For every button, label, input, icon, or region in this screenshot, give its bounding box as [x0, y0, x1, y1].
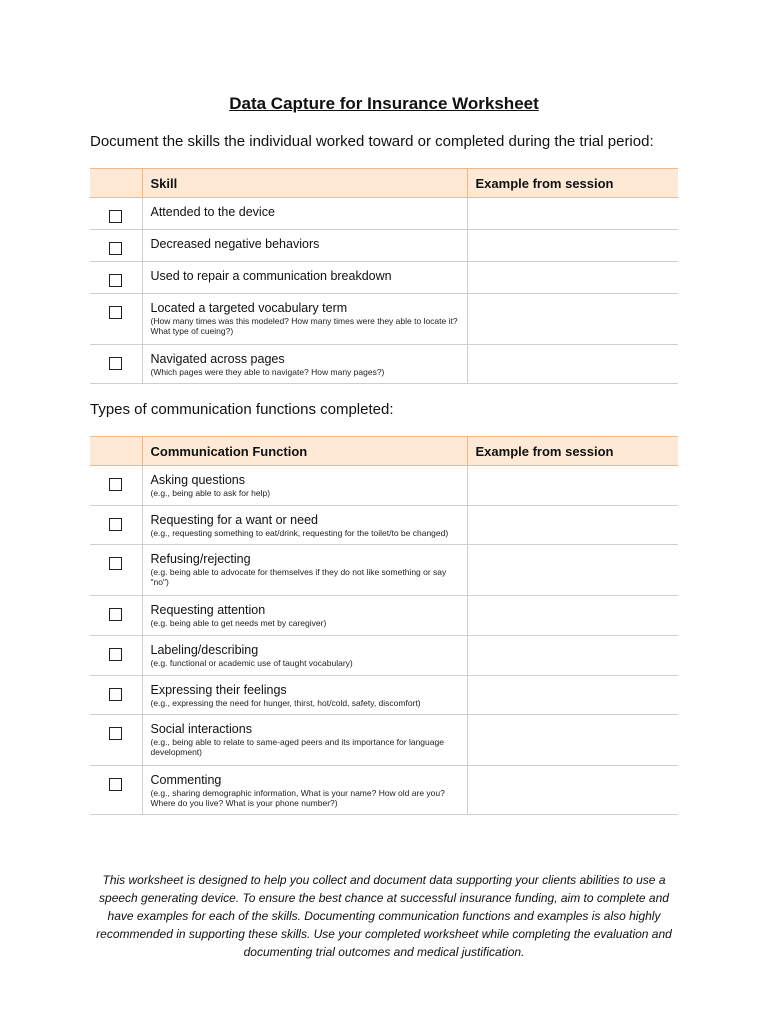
- row-label-cell: [142, 596, 467, 636]
- functions-table-body: [90, 466, 678, 815]
- table-row: [90, 545, 678, 596]
- skills-table: [90, 168, 678, 384]
- table-row: [90, 676, 678, 715]
- row-label: Asking questions: [150, 473, 246, 487]
- row-label: Social interactions: [150, 722, 252, 736]
- checkbox[interactable]: [109, 778, 122, 791]
- checkbox[interactable]: [109, 242, 122, 255]
- checkbox[interactable]: [109, 557, 122, 570]
- skills-table-header: [90, 169, 678, 198]
- checkbox-cell: [90, 262, 142, 294]
- checkbox[interactable]: [109, 357, 122, 370]
- table-row: [90, 198, 678, 230]
- skills-intro: Document the skills the individual worked toward or completed during the trial period:: [90, 133, 654, 150]
- row-label: Commenting: [150, 773, 222, 787]
- example-input-cell[interactable]: [467, 262, 678, 294]
- example-column-header: Example from session: [467, 169, 678, 198]
- row-hint: (e.g., requesting something to eat/drink, requesting for the toilet/to be changed): [150, 528, 449, 538]
- checkbox-cell: [90, 676, 142, 715]
- example-input-cell[interactable]: [467, 466, 678, 506]
- row-label: Expressing their feelings: [150, 683, 287, 697]
- checkbox[interactable]: [109, 688, 122, 701]
- row-label: Refusing/rejecting: [150, 552, 251, 566]
- row-hint: (e.g. functional or academic use of taught vocabulary): [150, 658, 353, 668]
- example-input-cell[interactable]: [467, 294, 678, 345]
- table-row: [90, 596, 678, 636]
- functions-table: [90, 436, 678, 815]
- checkbox[interactable]: [109, 210, 122, 223]
- example-input-cell[interactable]: [467, 345, 678, 384]
- row-label-cell: [142, 345, 467, 384]
- table-row: [90, 715, 678, 766]
- row-label-cell: [142, 636, 467, 676]
- example-input-cell[interactable]: [467, 596, 678, 636]
- row-label: Located a targeted vocabulary term: [150, 301, 348, 315]
- example-input-cell[interactable]: [467, 715, 678, 766]
- table-row: [90, 294, 678, 345]
- example-input-cell[interactable]: [467, 676, 678, 715]
- skill-column-header: Skill: [142, 169, 467, 198]
- checkbox-cell: [90, 345, 142, 384]
- checkbox[interactable]: [109, 518, 122, 531]
- row-label: Labeling/describing: [150, 643, 259, 657]
- checkbox-cell: [90, 636, 142, 676]
- checkbox-cell: [90, 198, 142, 230]
- example-input-cell[interactable]: [467, 545, 678, 596]
- row-hint: (e.g., being able to ask for help): [150, 488, 271, 498]
- row-label-cell: [142, 466, 467, 506]
- checkbox[interactable]: [109, 306, 122, 319]
- row-label-cell: [142, 262, 467, 294]
- functions-intro: Types of communication functions completed:: [90, 401, 394, 418]
- worksheet-title: Data Capture for Insurance Worksheet: [229, 94, 539, 113]
- table-row: [90, 466, 678, 506]
- function-column-header: Communication Function: [142, 437, 467, 466]
- checkbox-cell: [90, 596, 142, 636]
- functions-table-header: [90, 437, 678, 466]
- checkbox-cell: [90, 766, 142, 815]
- example-input-cell[interactable]: [467, 766, 678, 815]
- row-label-cell: [142, 766, 467, 815]
- table-row: [90, 230, 678, 262]
- example-input-cell[interactable]: [467, 230, 678, 262]
- checkbox-cell: [90, 230, 142, 262]
- checkbox[interactable]: [109, 727, 122, 740]
- example-input-cell[interactable]: [467, 198, 678, 230]
- row-label-cell: [142, 676, 467, 715]
- table-row: [90, 766, 678, 815]
- row-label-cell: [142, 506, 467, 545]
- row-label-cell: [142, 545, 467, 596]
- checkbox[interactable]: [109, 608, 122, 621]
- example-input-cell[interactable]: [467, 636, 678, 676]
- checkbox[interactable]: [109, 478, 122, 491]
- row-label: Decreased negative behaviors: [150, 237, 320, 251]
- checkbox-cell: [90, 545, 142, 596]
- row-hint: (Which pages were they able to navigate? How many pages?): [150, 367, 385, 377]
- checkbox-cell: [90, 294, 142, 345]
- row-label: Used to repair a communication breakdown: [150, 269, 392, 283]
- example-input-cell[interactable]: [467, 506, 678, 545]
- row-label-cell: [142, 294, 467, 345]
- row-hint: (e.g., sharing demographic information, What is your name? How old are you? Where do you live? What is your phone number?): [150, 788, 445, 808]
- table-row: [90, 262, 678, 294]
- worksheet-footer-note: This worksheet is designed to help you collect and document data supporting your clients abilities to use a speech generating device. To ensure the best chance at successful insurance funding, aim to complete and have examples for each of the skills. Documenting communication functions and examples is also highly recommended in supporting these skills. Use your completed worksheet while completing the evaluation and documenting trial outcomes and medical justification.: [96, 873, 672, 959]
- example-column-header: Example from session: [467, 437, 678, 466]
- table-row: [90, 506, 678, 545]
- checkbox[interactable]: [109, 648, 122, 661]
- row-hint: (e.g., expressing the need for hunger, thirst, hot/cold, safety, discomfort): [150, 698, 421, 708]
- row-hint: (e.g. being able to get needs met by caregiver): [150, 618, 327, 628]
- row-hint: (How many times was this modeled? How many times were they able to locate it? What type of cueing?): [150, 316, 458, 336]
- checkbox-cell: [90, 466, 142, 506]
- row-label: Attended to the device: [150, 205, 275, 219]
- row-label: Requesting attention: [150, 603, 266, 617]
- skills-table-body: [90, 198, 678, 384]
- checkbox-cell: [90, 506, 142, 545]
- table-row: [90, 345, 678, 384]
- row-hint: (e.g., being able to relate to same-aged peers and its importance for language development): [150, 737, 444, 757]
- checkbox-column-header: [90, 169, 142, 198]
- checkbox-column-header: [90, 437, 142, 466]
- row-hint: (e.g. being able to advocate for themselves if they do not like something or say "no"): [150, 567, 447, 587]
- row-label: Requesting for a want or need: [150, 513, 318, 527]
- row-label-cell: [142, 230, 467, 262]
- row-label-cell: [142, 715, 467, 766]
- row-label-cell: [142, 198, 467, 230]
- table-row: [90, 636, 678, 676]
- checkbox[interactable]: [109, 274, 122, 287]
- row-label: Navigated across pages: [150, 352, 285, 366]
- checkbox-cell: [90, 715, 142, 766]
